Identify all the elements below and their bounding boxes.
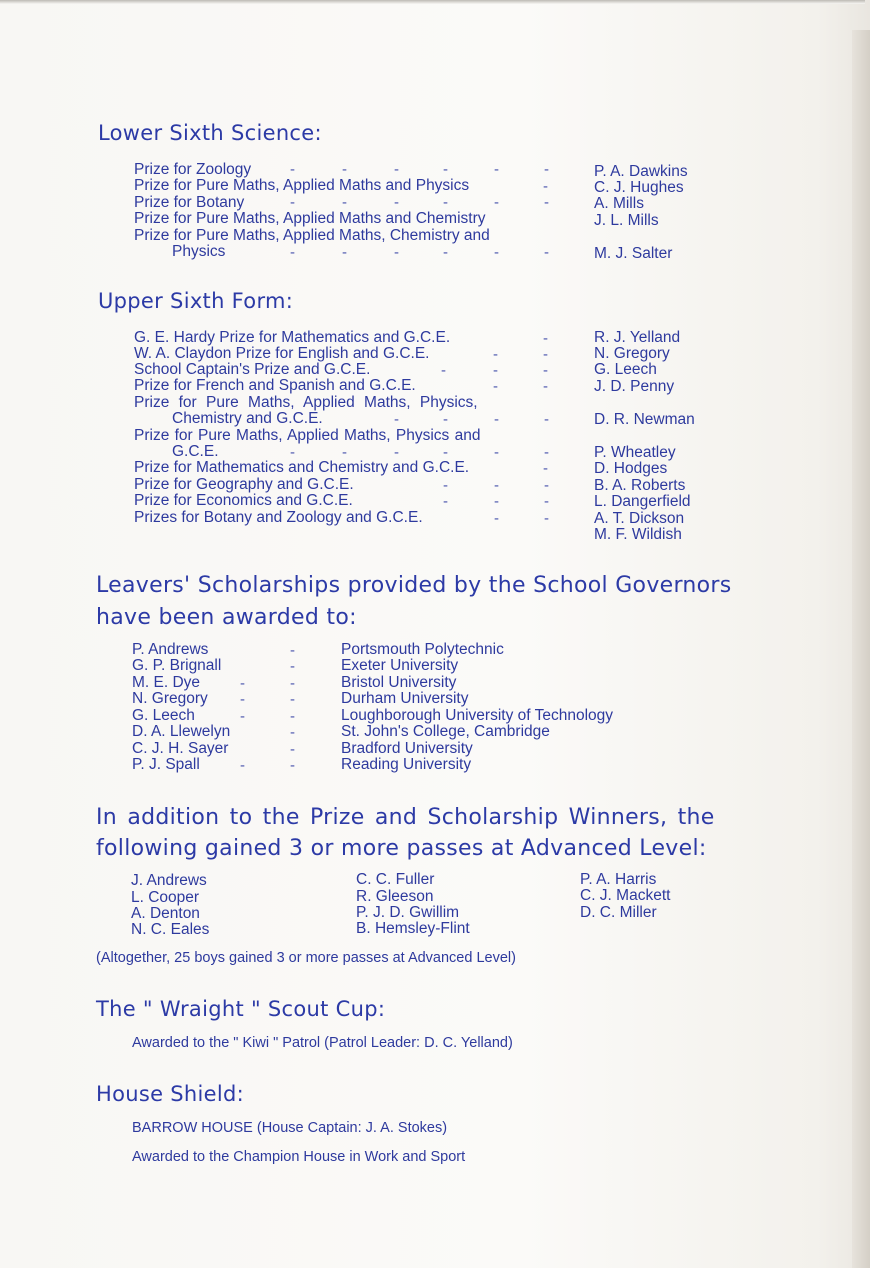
leader-dash: - xyxy=(543,378,548,395)
upper-winner-3: G. Leech xyxy=(594,361,657,378)
leader-dash: - xyxy=(290,244,295,261)
leader-dash: - xyxy=(240,708,245,725)
top-shadow xyxy=(0,0,865,4)
scholarships-heading-line2: have been awarded to: xyxy=(96,605,357,630)
scholar-name-1: P. Andrews xyxy=(132,641,209,658)
lower-prize-4: Prize for Pure Maths, Applied Maths and Chemistry xyxy=(134,210,486,227)
leader-dash: - xyxy=(394,194,399,211)
leader-dash: - xyxy=(544,510,549,527)
scholar-place-2: Exeter University xyxy=(341,657,459,674)
scholar-name-3: M. E. Dye xyxy=(132,674,201,691)
leader-dash: - xyxy=(493,362,498,379)
leader-dash: - xyxy=(394,161,399,178)
leader-dash: - xyxy=(544,411,549,428)
leader-dash: - xyxy=(443,411,448,428)
house-shield-line2: Awarded to the Champion House in Work and Sport xyxy=(132,1149,466,1165)
advanced-col2-1: C. C. Fuller xyxy=(356,871,435,888)
upper-winner-2: N. Gregory xyxy=(594,345,670,362)
leader-dash: - xyxy=(493,346,498,363)
lower-prize-2: Prize for Pure Maths, Applied Maths and Physics xyxy=(134,177,470,194)
scholar-name-5: G. Leech xyxy=(132,707,195,724)
leader-dash: - xyxy=(290,675,295,692)
scholar-name-4: N. Gregory xyxy=(132,690,208,707)
upper-winner-7: D. Hodges xyxy=(594,460,668,477)
leader-dash: - xyxy=(544,194,549,211)
scholar-place-1: Portsmouth Polytechnic xyxy=(341,641,504,658)
leader-dash: - xyxy=(544,244,549,261)
leader-dash: - xyxy=(494,194,499,211)
upper-winner-9: L. Dangerfield xyxy=(594,493,691,510)
lower-winner-2: C. J. Hughes xyxy=(594,179,684,196)
leader-dash: - xyxy=(494,477,499,494)
advanced-col3-2: C. J. Mackett xyxy=(580,887,671,904)
lower-winner-3: A. Mills xyxy=(594,195,644,212)
upper-winner-4: J. D. Penny xyxy=(594,378,675,395)
scholar-place-6: St. John's College, Cambridge xyxy=(341,723,550,740)
scholar-place-7: Bradford University xyxy=(341,740,473,757)
upper-prize-9: Prize for Economics and G.C.E. xyxy=(134,492,353,509)
leader-dash: - xyxy=(290,741,295,758)
leader-dash: - xyxy=(342,244,347,261)
leader-dash: - xyxy=(543,362,548,379)
upper-winner-5: D. R. Newman xyxy=(594,411,695,428)
advanced-col1-1: J. Andrews xyxy=(131,872,207,889)
advanced-col1-2: L. Cooper xyxy=(131,889,200,906)
leader-dash: - xyxy=(443,244,448,261)
leader-dash: - xyxy=(342,194,347,211)
scholar-name-8: P. J. Spall xyxy=(132,756,200,773)
leader-dash: - xyxy=(493,378,498,395)
advanced-col3-3: D. C. Miller xyxy=(580,904,657,921)
house-shield-line1: BARROW HOUSE (House Captain: J. A. Stokes) xyxy=(132,1120,448,1136)
leader-dash: - xyxy=(494,411,499,428)
leader-dash: - xyxy=(443,194,448,211)
leader-dash: - xyxy=(494,444,499,461)
leader-dash: - xyxy=(443,477,448,494)
upper-prize-4: Prize for French and Spanish and G.C.E. xyxy=(134,377,416,394)
upper-prize-1: G. E. Hardy Prize for Mathematics and G.C.E. xyxy=(134,329,451,346)
leader-dash: - xyxy=(443,493,448,510)
advanced-col2-4: B. Hemsley-Flint xyxy=(356,920,470,937)
advanced-note: (Altogether, 25 boys gained 3 or more passes at Advanced Level) xyxy=(96,950,516,966)
leader-dash: - xyxy=(544,493,549,510)
upper-prize-5: Prize for Pure Maths, Applied Maths, Physics, xyxy=(134,394,478,411)
leader-dash: - xyxy=(544,161,549,178)
advanced-heading-line1: In addition to the Prize and Scholarship Winners, the xyxy=(96,805,715,830)
leader-dash: - xyxy=(543,460,548,477)
paper-edge xyxy=(852,30,870,1268)
leader-dash: - xyxy=(494,161,499,178)
upper-prize-7: Prize for Mathematics and Chemistry and G.C.E. xyxy=(134,459,470,476)
lower-prize-1: Prize for Zoology xyxy=(134,161,252,178)
advanced-heading-line2: following gained 3 or more passes at Advanced Level: xyxy=(96,836,707,861)
advanced-col1-3: A. Denton xyxy=(131,905,200,922)
leader-dash: - xyxy=(441,362,446,379)
scholar-name-2: G. P. Brignall xyxy=(132,657,222,674)
leader-dash: - xyxy=(394,444,399,461)
advanced-col1-4: N. C. Eales xyxy=(131,921,210,938)
lower-winner-1: P. A. Dawkins xyxy=(594,163,688,180)
scholar-place-8: Reading University xyxy=(341,756,472,773)
leader-dash: - xyxy=(290,658,295,675)
leader-dash: - xyxy=(543,178,548,195)
house-shield-heading: House Shield: xyxy=(96,1082,245,1106)
leader-dash: - xyxy=(544,477,549,494)
upper-prize-10: Prizes for Botany and Zoology and G.C.E. xyxy=(134,509,423,526)
scholar-place-5: Loughborough University of Technology xyxy=(341,707,614,724)
leader-dash: - xyxy=(494,244,499,261)
scholar-name-6: D. A. Llewelyn xyxy=(132,723,231,740)
leader-dash: - xyxy=(290,757,295,774)
leader-dash: - xyxy=(543,330,548,347)
upper-winner-10: A. T. Dickson xyxy=(594,510,685,527)
scout-cup-heading: The " Wraight " Scout Cup: xyxy=(96,997,386,1021)
leader-dash: - xyxy=(543,346,548,363)
leader-dash: - xyxy=(290,444,295,461)
leader-dash: - xyxy=(290,708,295,725)
scholar-place-4: Durham University xyxy=(341,690,469,707)
lower-prize-5-cont: Physics xyxy=(172,243,226,260)
leader-dash: - xyxy=(342,444,347,461)
upper-prize-3: School Captain's Prize and G.C.E. xyxy=(134,361,371,378)
lower-sixth-heading: Lower Sixth Science: xyxy=(98,121,322,145)
upper-sixth-heading: Upper Sixth Form: xyxy=(98,289,294,313)
scholar-place-3: Bristol University xyxy=(341,674,457,691)
upper-winner-6: P. Wheatley xyxy=(594,444,676,461)
leader-dash: - xyxy=(290,642,295,659)
leader-dash: - xyxy=(240,675,245,692)
upper-winner-10b: M. F. Wildish xyxy=(594,526,682,543)
leader-dash: - xyxy=(394,411,399,428)
advanced-col3-1: P. A. Harris xyxy=(580,871,657,888)
upper-prize-6-cont: G.C.E. xyxy=(172,443,219,460)
leader-dash: - xyxy=(240,757,245,774)
upper-prize-6: Prize for Pure Maths, Applied Maths, Physics and xyxy=(134,427,481,444)
advanced-col2-2: R. Gleeson xyxy=(356,888,434,905)
leader-dash: - xyxy=(342,161,347,178)
lower-prize-5: Prize for Pure Maths, Applied Maths, Chemistry and xyxy=(134,227,490,244)
upper-prize-2: W. A. Claydon Prize for English and G.C.E. xyxy=(134,345,430,362)
leader-dash: - xyxy=(290,161,295,178)
scout-cup-text: Awarded to the " Kiwi " Patrol (Patrol Leader: D. C. Yelland) xyxy=(132,1035,513,1051)
leader-dash: - xyxy=(290,194,295,211)
leader-dash: - xyxy=(494,493,499,510)
leader-dash: - xyxy=(494,510,499,527)
leader-dash: - xyxy=(443,444,448,461)
leader-dash: - xyxy=(443,161,448,178)
lower-winner-5: M. J. Salter xyxy=(594,245,673,262)
leader-dash: - xyxy=(544,444,549,461)
upper-prize-5-cont: Chemistry and G.C.E. xyxy=(172,410,323,427)
lower-winner-4: J. L. Mills xyxy=(594,212,659,229)
upper-winner-8: B. A. Roberts xyxy=(594,477,686,494)
scholarships-heading-line1: Leavers' Scholarships provided by the School Governors xyxy=(96,573,732,598)
advanced-col2-3: P. J. D. Gwillim xyxy=(356,904,460,921)
leader-dash: - xyxy=(394,244,399,261)
lower-prize-3: Prize for Botany xyxy=(134,194,245,211)
leader-dash: - xyxy=(290,691,295,708)
leader-dash: - xyxy=(240,691,245,708)
leader-dash: - xyxy=(290,724,295,741)
upper-prize-8: Prize for Geography and G.C.E. xyxy=(134,476,354,493)
scholar-name-7: C. J. H. Sayer xyxy=(132,740,229,757)
upper-winner-1: R. J. Yelland xyxy=(594,329,681,346)
